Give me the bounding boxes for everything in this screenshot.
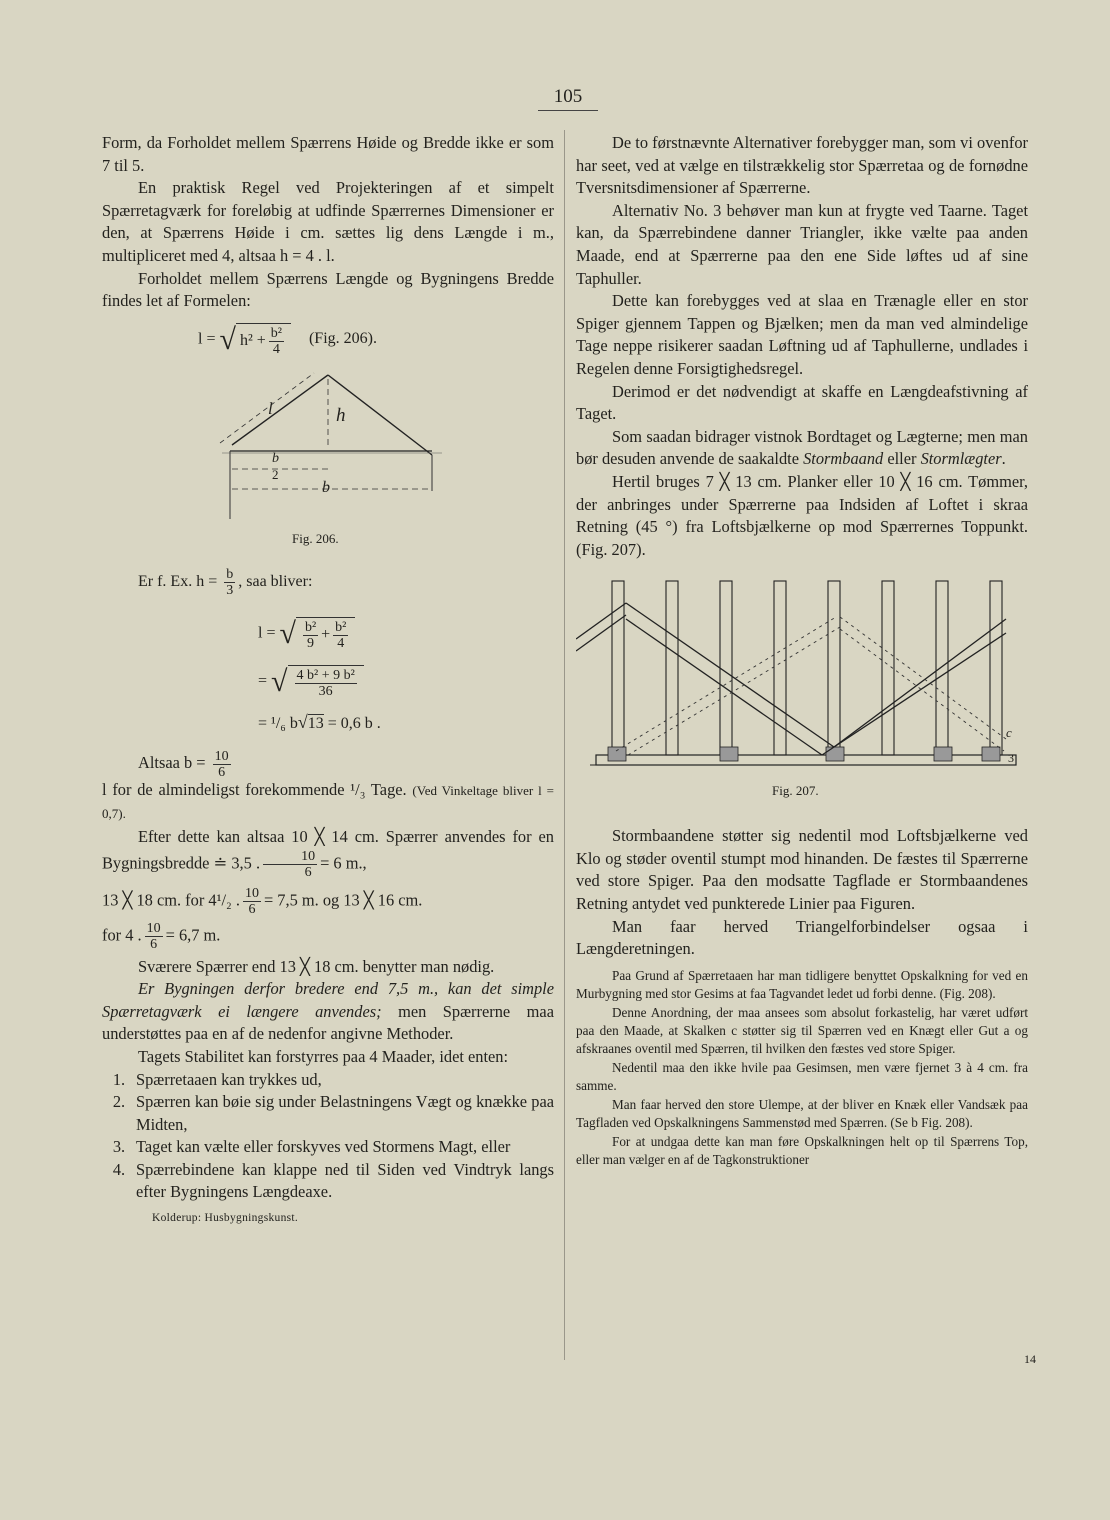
paragraph: 13 ╳ 18 cm. for 4¹/₂ . $\frac{10}{6}$ = 7,5 m. og 13 ╳ 16 cm. (102, 885, 423, 917)
formula-step-2 (258, 665, 554, 709)
paragraph: En praktisk Regel ved Projekteringen af et simpelt Spærretagværk for foreløbig at udfinde Spærrernes Dimensioner er den, at Spærrens Høide i cm. sættes lig dens Længde i m., multipliceret med 4, altsaa h = 4 . l. (102, 178, 554, 265)
list-number: 2. (112, 1092, 126, 1112)
column-divider (564, 130, 565, 1360)
formula-altsaa (102, 749, 554, 779)
paragraph: Derimod er det nødvendigt at skaffe en Længdeafstivning af Taget. (576, 381, 1028, 424)
paragraph: De to førstnævnte Alternativer forebygger man, som vi ovenfor har seet, ved at vælge en tilstrækkelig stor Spærretaa og de fornødne Tversnitsdimensioner af Spærrerne. (576, 133, 1028, 198)
paragraph: Forholdet mellem Spærrens Længde og Bygningens Bredde findes let af Formelen: (102, 268, 554, 311)
paragraph: Man faar herved Triangelforbindelser ogsaa i Længderetningen. (576, 916, 1028, 959)
formula-text: = ¹/₆ b (258, 714, 298, 732)
fraction: $\frac{\text{b²}}{4}$ (335, 619, 347, 651)
italic-text: Er Bygningen derfor bredere end 7,5 m., kan det simple Spærretagværk ei længere anvendes; (102, 979, 554, 1021)
radicand (296, 617, 355, 651)
list-item (102, 1091, 554, 1136)
list-text: Spærretaaen kan trykkes ud, (136, 1069, 322, 1089)
paragraph: for 4 . $\frac{10}{6}$ = 6,7 m. (102, 920, 221, 952)
formula-text: = 0,6 b . (327, 714, 381, 732)
label-h: h (336, 404, 346, 426)
fraction: $\frac{\text{b²}}{4}$ (270, 325, 282, 357)
label-c: c (1006, 725, 1012, 741)
note: (Ved Vinkeltage bliver l = 0,7). (102, 782, 554, 822)
sqrt-symbol: √ (297, 711, 308, 732)
paragraph: Man faar herved den store Ulempe, at der bliver en Knæk eller Vandsæk paa Tagfladen ved Opskalkningens Sammenstød med Spærren. (Se b Fig. 208). (576, 1096, 1028, 1131)
fraction: $\frac{10}{6}$ (244, 885, 259, 917)
fraction: $\frac{10}{6}$ (263, 849, 317, 880)
list-text: Spærrebindene kan klappe ned til Siden ved Vindtryk langs efter Bygningens Længdeaxe. (136, 1159, 554, 1202)
left-column (102, 132, 554, 1224)
paragraph: Dette kan forebygges ved at slaa en Trænagle eller en stor Spiger gjennem Tappen og Bjælken; men da man ved almindelige Tage neppe risikerer saadan Løftning ud af Taphullerne, undlades i Regelen denne Forsigtighedsregel. (576, 291, 1028, 378)
figure-reference: (Fig. 206). (308, 330, 377, 348)
radicand: 13 (307, 714, 324, 732)
paragraph: Nedentil maa den ikke hvile paa Gesimsen, men være fjernet 3 à 4 cm. fra samme. (576, 1059, 1028, 1094)
paragraph: Efter dette kan altsaa 10 ╳ 14 cm. Spærrer anvendes for en Bygningsbredde ≐ 3,5 . $\frac{10}{6}$ = 6 m., (102, 826, 554, 880)
list-number: 1. (112, 1069, 126, 1089)
paragraph: Er Bygningen derfor bredere end 7,5 m., kan det simple Spærretagværk ei længere anvendes; men Spærrerne maa understøttes paa en af de nedenfor angivne Methoder. (102, 979, 554, 1044)
small-print-section (576, 967, 1028, 1169)
formula-text: , saa bliver: (238, 572, 313, 590)
figure-207 (576, 575, 1028, 825)
page-number: 105 (538, 86, 598, 111)
roof-triangle-diagram (102, 371, 554, 555)
formula-l (198, 323, 554, 371)
formula-step-3 (258, 711, 554, 739)
fraction: $\frac{b}{3}$ (226, 566, 234, 598)
radicand (288, 665, 364, 699)
formula-text: = (258, 672, 268, 690)
formula-text: l = (198, 330, 216, 348)
paragraph: For at undgaa dette kan man føre Opskalkningen helt op til Spærrens Top, eller man vælger en af de Tagkonstruktioner (576, 1133, 1028, 1167)
formula-text: Er f. Ex. h = (138, 572, 218, 590)
paragraph: Som saadan bidrager vistnok Bordtaget og Lægterne; men man bør desuden anvende de saakaldte Stormbaand eller Stormlægter. (576, 426, 1028, 469)
sqrt-symbol: √ (271, 664, 288, 698)
list-number: 3. (112, 1137, 126, 1157)
figure-caption: Fig. 207. (772, 783, 819, 799)
formula-text: l = (258, 624, 276, 642)
list-item (102, 1069, 554, 1092)
paragraph: Alternativ No. 3 behøver man kun at frygte ved Taarne. Taget kan, da Spærrebindene danner Triangler, ikke vælte paa anden Maade, end at Spærrerne paa den ene Side løftes ud af sine Taphuller. (576, 200, 1028, 288)
paragraph: Hertil bruges 7 ╳ 13 cm. Planker eller 10 ╳ 16 cm. Tømmer, der anbringes under Spærrerne paa Indsiden af Loftet i skraa Retning (45 °) fra Loftsbjælkerne op mod Spærrernes Toppunkt. (Fig. 207). (576, 471, 1028, 559)
sqrt-symbol: √ (279, 616, 296, 650)
fraction: $\frac{\text{4 b² + 9 b²}}{36}$ (296, 667, 355, 699)
numbered-list (102, 1069, 554, 1205)
stormbaand-diagram (576, 575, 1028, 801)
paragraph: Form, da Forholdet mellem Spærrens Høide og Bredde ikke er som 7 til 5. (102, 133, 554, 175)
label-b-half-den: 2 (272, 466, 279, 482)
figure-caption: Fig. 206. (292, 530, 339, 546)
list-item (102, 1136, 554, 1159)
paragraph: l for de almindeligst forekommende ¹/₃ Tage. (Ved Vinkeltage bliver l = 0,7). (102, 779, 554, 822)
label-b-half-num: b (272, 450, 279, 466)
paragraph: Denne Anordning, der maa ansees som absolut forkastelig, har været udført paa den Maade, at Skalken c støtter sig til Spærren ved en Knægt eller Gut a og afskraanes oventil med Spærren, til hvilken den fæstes ved store Spiger. (576, 1004, 1028, 1057)
fraction: $\frac{10}{6}$ (214, 748, 229, 780)
list-number: 4. (112, 1159, 126, 1179)
formula-text: + (321, 625, 331, 643)
label-l: l (268, 398, 273, 418)
sqrt-symbol: √ (219, 322, 236, 356)
label-b: b (322, 478, 330, 496)
fraction: $\frac{\text{b²}}{9}$ (304, 619, 317, 651)
list-item (102, 1159, 554, 1204)
list-text: Spærren kan bøie sig under Belastningens Vægt og knække paa Midten, (136, 1092, 554, 1134)
paragraph: Tagets Stabilitet kan forstyrres paa 4 Maader, idet enten: (138, 1046, 509, 1066)
italic-text: Stormbaand (803, 449, 884, 469)
formula-text: h² + (239, 331, 266, 349)
list-text: Taget kan vælte eller forskyves ved Stormens Magt, eller (136, 1137, 511, 1157)
formula-step-1 (258, 617, 554, 661)
figure-206 (102, 371, 554, 555)
label-3: 3 (1008, 751, 1014, 766)
footer: Kolderup: Husbygningskunst. (152, 1212, 299, 1225)
paragraph: Sværere Spærrer end 13 ╳ 18 cm. benytter man nødig. (138, 956, 495, 976)
radicand (236, 323, 291, 357)
italic-text: Stormlægter (920, 449, 1002, 469)
paragraph: Paa Grund af Spærretaaen har man tidligere benyttet Opskalkning for ved en Murbygning med stor Gesims at faa Tagvandet ledet ud forbi denne. (Fig. 208). (576, 967, 1028, 1002)
formula-text: Altsaa b = (138, 753, 206, 773)
paragraph: Stormbaandene støtter sig nedentil mod Loftsbjælkerne ved Klo og støder oventil stumpt mod hinanden. De fæstes til Spærrerne ved store Spiger. Paa den modsatte Tagflade er Stormbaandenes Retning antydet ved punkterede Linier paa Figuren. (576, 826, 1028, 914)
right-column (576, 132, 1028, 1169)
formula-example (138, 567, 554, 607)
fraction: $\frac{10}{6}$ (146, 920, 161, 952)
signature-mark: 14 (1024, 1352, 1036, 1366)
